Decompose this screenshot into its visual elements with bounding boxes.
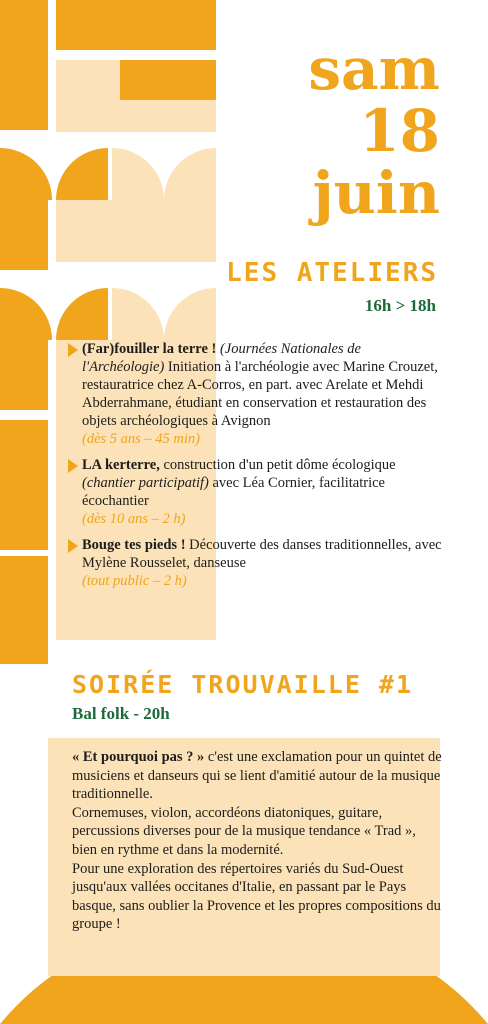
triangle-bullet-icon	[68, 539, 78, 553]
workshop-note: (chantier participatif)	[82, 475, 209, 491]
workshop-description: Initiation à l'archéologie avec Marine Crouzet, restauratrice chez A-Corros, en part. avec Arelate et Mehdi Abderrahmane, étudiant en conservation et restauration des objets archéologiques à Avignon	[82, 359, 438, 429]
workshop-description-2: avec Léa Cornier, facilitatrice écochantier	[82, 475, 385, 509]
workshop-title: LA kerterre,	[82, 457, 160, 473]
soiree-subtitle: Bal folk - 20h	[72, 704, 170, 723]
soiree-paragraph-1: c'est une exclamation pour un quintet de musiciens et danseurs qui se lient d'amitié autour de la musique traditionnelle.	[72, 749, 442, 803]
triangle-bullet-icon	[68, 459, 78, 473]
ateliers-time: 16h > 18h	[364, 296, 436, 315]
workshop-age: (dès 10 ans – 2 h)	[82, 511, 186, 527]
date-number: 18	[359, 97, 440, 165]
ateliers-title: LES ATELIERS	[226, 258, 438, 288]
soiree-paragraph-3: Pour une exploration des répertoires variés du Sud-Ouest jusqu'aux vallées occitanes d'Italie, en passant par le Pays basque, sans oublier la Provence et les propres compositions du groupe !	[72, 860, 441, 933]
workshop-list	[68, 340, 444, 598]
workshop-title: Bouge tes pieds !	[82, 537, 186, 553]
workshop-note: (Journées Nationales de l'Archéologie)	[82, 341, 361, 375]
workshop-item	[68, 536, 444, 590]
soiree-lead: « Et pourquoi pas ? »	[72, 749, 205, 765]
workshop-description: construction d'un petit dôme écologique	[163, 457, 396, 473]
workshop-title: (Far)fouiller la terre !	[82, 341, 217, 357]
event-date	[308, 35, 440, 227]
workshop-item	[68, 456, 444, 528]
workshop-age: (dès 5 ans – 45 min)	[82, 431, 201, 447]
soiree-title: SOIRÉE TROUVAILLE #1	[72, 670, 414, 699]
soiree-paragraph-2: Cornemuses, violon, accordéons diatoniques, guitare, percussions diverses pour de la musique tendance « Trad », bien en rythme et dans la modernité.	[72, 804, 416, 858]
soiree-description	[72, 748, 444, 934]
workshop-item	[68, 340, 444, 448]
workshop-description: Découverte des danses traditionnelles, avec Mylène Rousselet, danseuse	[82, 537, 442, 571]
date-day: sam	[308, 35, 440, 103]
date-month: juin	[312, 159, 440, 227]
triangle-bullet-icon	[68, 343, 78, 357]
workshop-age: (tout public – 2 h)	[82, 573, 187, 589]
